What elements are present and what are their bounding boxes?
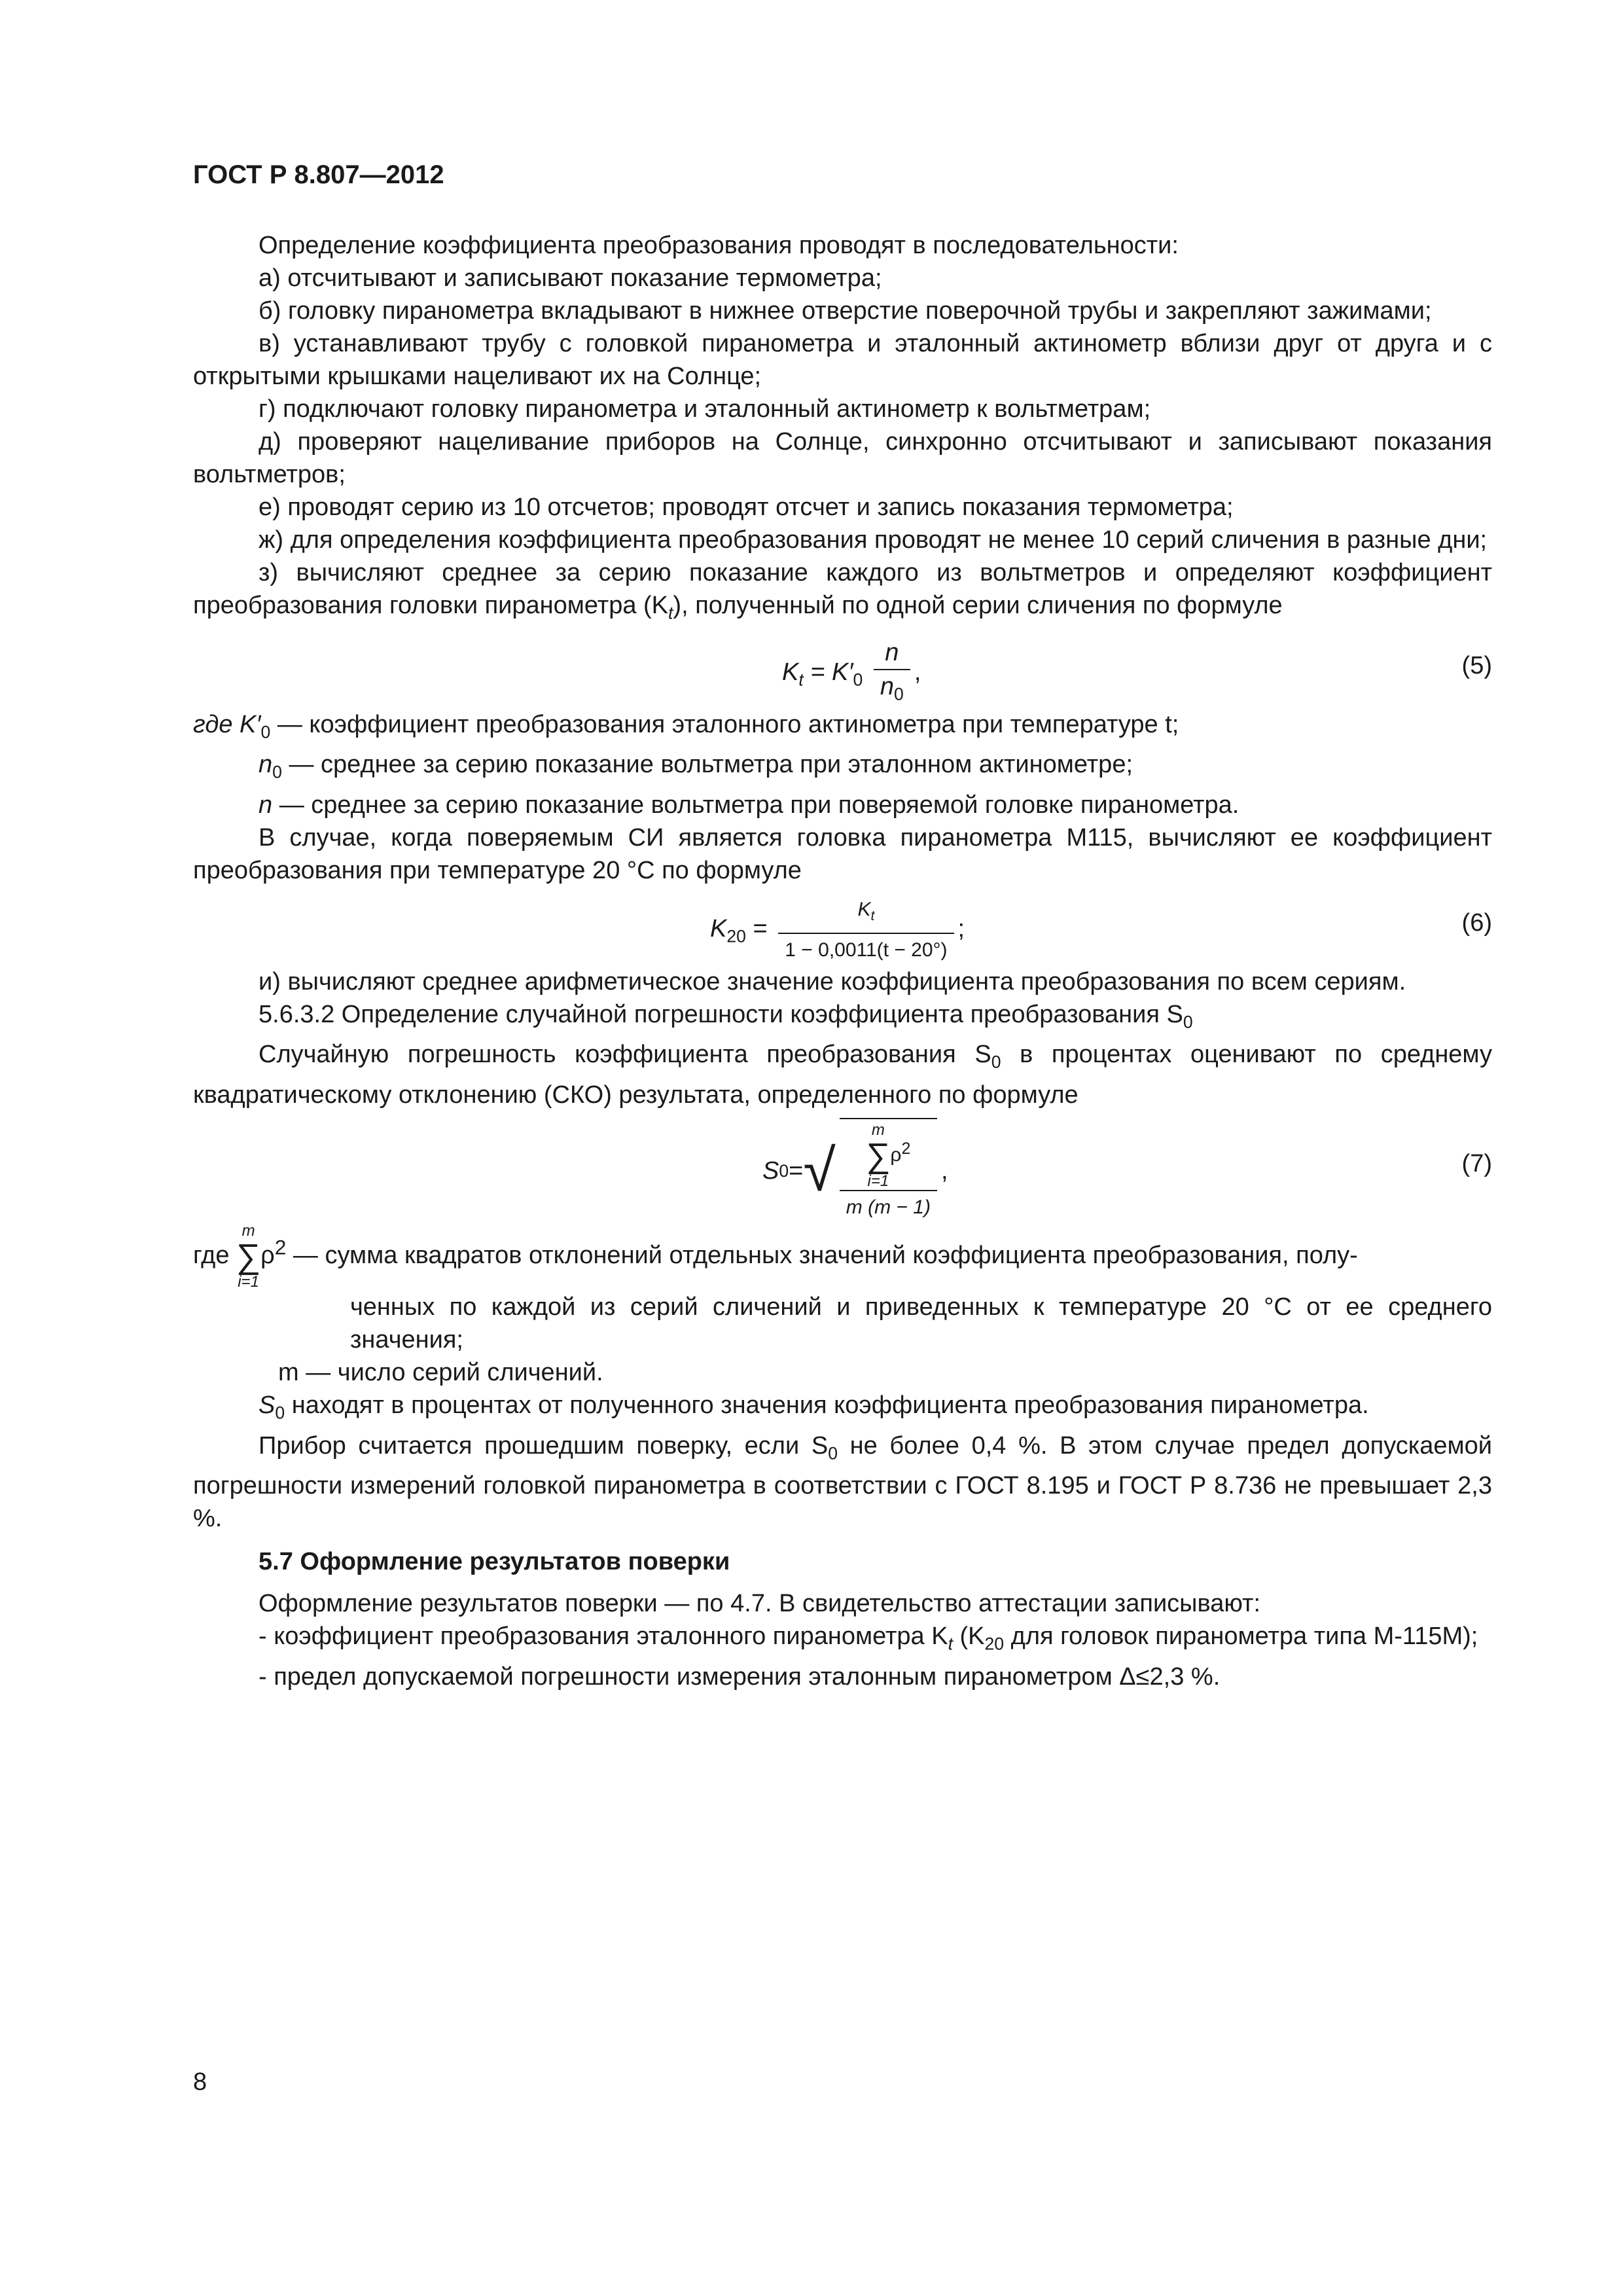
s57-item1-c: для головок пиранометра типа М-115М); xyxy=(1004,1623,1478,1651)
s57-paragraph: Оформление результатов поверки — по 4.7. В свидетельство аттестации записывают: xyxy=(259,1590,1261,1618)
where7-continuation: ченных по каждой из серий сличений и приведенных к температуре 20 °С от ее среднего значения; xyxy=(350,1293,1492,1354)
section-5632-title xyxy=(193,998,1492,1039)
formula-6-numerator-sub: t xyxy=(870,908,875,924)
where5-n0: n xyxy=(259,751,273,779)
where5-k0-sub: 0 xyxy=(260,722,271,742)
step-zh: ж) для определения коэффициента преобразования проводят не менее 10 серий сличения в разные дни; xyxy=(259,526,1488,554)
formula-7-denominator: m (m − 1) xyxy=(846,1196,931,1218)
step-i: и) вычисляют среднее арифметическое значение коэффициента преобразования по всем сериям. xyxy=(259,967,1406,996)
formula-6-lhs-sub: 20 xyxy=(726,926,746,946)
pass-paragraph: Прибор считается прошедшим поверку, если $S_0$ не более 0,4 %. В этом случае предел допускаемой погрешности измерений головкой пиранометра в соответствии с ГОСТ 8.195 и ГОСТ Р 8.736 не превышает 2,3 %. xyxy=(193,1431,1492,1533)
step-z-text-b: ), полученный по одной серии сличения по формуле xyxy=(673,592,1283,619)
formula-7-lhs: S xyxy=(762,1157,779,1185)
step-e: е) проводят серию из 10 отсчетов; проводят отсчет и запись показания термометра; xyxy=(259,493,1234,521)
formula-7-rho: ρ xyxy=(890,1143,902,1166)
section-5632-sub: 0 xyxy=(1183,1012,1193,1032)
section-57-title: 5.7 Оформление результатов поверки xyxy=(259,1548,730,1576)
formula-7-lhs-sub: 0 xyxy=(779,1160,789,1181)
formula-7-eq: = xyxy=(789,1157,804,1185)
where5-line-2 xyxy=(193,748,1492,789)
formula-7-sum xyxy=(866,1122,890,1190)
formula-7-tail: , xyxy=(940,1157,948,1185)
formula-7-number: (7) xyxy=(1461,1149,1492,1177)
s57-item-1: - коэффициент преобразования эталонного пиранометра $K_t$ ($K_{20}$ для головок пиранометра типа М-115М); xyxy=(259,1623,1478,1654)
random-error-text-b: в процентах оценивают по среднему квадратическому отклонению (СКО) результата, определенного по формуле xyxy=(193,1041,1492,1109)
sigma-icon: ∑ xyxy=(866,1136,891,1175)
formula-5-number: (5) xyxy=(1461,651,1492,679)
s0-percent-s: S xyxy=(259,1391,276,1419)
s0-percent-paragraph: $S_0$ находят в процентах от полученного значения коэффициента преобразования пиранометра. xyxy=(259,1391,1369,1423)
where5-line-3 xyxy=(193,789,1492,821)
step-b: б) головку пиранометра вкладывают в нижнее отверстие поверочной трубы и закрепляют зажимами; xyxy=(259,297,1432,325)
formula-6 xyxy=(193,887,1492,965)
s57-item-2: - предел допускаемой погрешности измерения эталонным пиранометром Δ≤2,3 %. xyxy=(259,1662,1221,1691)
formula-6-denominator: 1 − 0,0011(t − 20°) xyxy=(778,933,954,967)
formula-5-lhs-sub: t xyxy=(798,670,804,690)
section-5632-text: 5.6.3.2 Определение случайной погрешности коэффициента преобразования S xyxy=(259,1000,1183,1028)
formula-6-body xyxy=(710,893,965,967)
where7-sum xyxy=(236,1223,260,1291)
where5-text-2: — среднее за серию показание вольтметра при эталонном актинометре; xyxy=(281,751,1133,779)
formula-7-rho-sup: 2 xyxy=(901,1139,911,1158)
step-d: д) проверяют нацеливание приборов на Солнце, синхронно отсчитывают и записывают показания вольтметров; xyxy=(193,428,1492,488)
formula-6-numerator: K xyxy=(857,898,871,920)
step-z-text-a: з) вычисляют среднее за серию показание каждого из вольтметров и определяют коэффициент преобразования головки пиранометра (K xyxy=(193,559,1492,619)
step-z-kt-sub: t xyxy=(668,603,673,623)
where7-sum-bottom: i=1 xyxy=(238,1272,259,1291)
formula-6-eq: = xyxy=(745,914,775,942)
pass-text-a: Прибор считается прошедшим поверку, если S xyxy=(259,1431,829,1460)
formula-7-body xyxy=(762,1118,948,1224)
step-z xyxy=(193,556,1492,630)
formula-5-k0-sub: 0 xyxy=(853,670,863,690)
where5-line-1 xyxy=(193,708,1492,749)
formula-6-tail: ; xyxy=(957,914,965,942)
formula-7 xyxy=(193,1111,1492,1223)
pass-text-b: не более 0,4 %. В этом случае предел допускаемой погрешности измерений головкой пиранометра в соответствии с ГОСТ 8.195 и ГОСТ Р 8.736 не превышает 2,3 %. xyxy=(193,1431,1492,1533)
where7-text: — сумма квадратов отклонений отдельных значений коэффициента преобразования, полу- xyxy=(286,1242,1358,1269)
step-v: в) устанавливают трубу с головкой пиранометра и эталонный актинометр вблизи друг от друга и с открытыми крышками нацеливают их на Солнце; xyxy=(193,330,1492,390)
where7-prefix: где xyxy=(193,1242,230,1269)
where5-text-1: — коэффициент преобразования эталонного актинометра при температуре t; xyxy=(270,710,1179,738)
formula-6-number: (6) xyxy=(1461,908,1492,937)
sigma-icon: ∑ xyxy=(236,1237,261,1276)
formula-5-denominator: n xyxy=(880,672,895,700)
formula-5-body xyxy=(782,636,921,711)
formula-5-k0: = K′ xyxy=(803,658,853,686)
where7-rho: ρ xyxy=(260,1242,275,1269)
formula-5-numerator: n xyxy=(885,638,899,666)
formula-5-lhs: K xyxy=(782,658,799,686)
random-error-paragraph: Случайную погрешность коэффициента преобразования $S_0$ в процентах оценивают по среднему квадратическому отклонению (СКО) результата, определенного по формуле xyxy=(193,1041,1492,1109)
formula-5-denominator-sub: 0 xyxy=(894,684,904,704)
document-header: ГОСТ Р 8.807—2012 xyxy=(193,160,444,189)
s57-item1-b: (K xyxy=(952,1623,985,1651)
where5-k0: где K′ xyxy=(193,710,261,738)
where7-rho-sup: 2 xyxy=(274,1235,287,1259)
formula-7-fraction xyxy=(840,1118,937,1224)
where7-m: m — число серий сличений. xyxy=(278,1358,603,1386)
formula-5-tail: , xyxy=(914,658,921,686)
step-a: а) отсчитывают и записывают показание термометра; xyxy=(259,264,882,292)
document-body xyxy=(193,229,1492,1693)
m115-paragraph: В случае, когда поверяемым СИ является головка пиранометра М115, вычисляют ее коэффициент преобразования при температуре 20 °С по формуле xyxy=(193,823,1492,884)
sqrt-sign: √ xyxy=(803,1138,836,1204)
formula-5-fraction xyxy=(874,636,910,711)
formula-6-lhs: K xyxy=(710,914,727,942)
formula-7-sum-bottom: i=1 xyxy=(867,1172,889,1190)
intro-paragraph: Определение коэффициента преобразования проводят в последовательности: xyxy=(259,232,1179,259)
s57-item1-a: - коэффициент преобразования эталонного пиранометра K xyxy=(259,1623,948,1651)
where5-text-3: — среднее за серию показание вольтметра при поверяемой головке пиранометра. xyxy=(272,791,1240,819)
page-number: 8 xyxy=(193,2068,207,2096)
where7-line xyxy=(193,1223,1492,1291)
formula-7-sum-top: m xyxy=(871,1121,885,1139)
formula-6-fraction xyxy=(778,893,954,967)
formula-5 xyxy=(193,630,1492,708)
where5-n: n xyxy=(259,791,273,819)
step-g: г) подключают головку пиранометра и эталонный актинометр к вольтметрам; xyxy=(259,395,1151,423)
random-error-text-a: Случайную погрешность коэффициента преобразования S xyxy=(259,1041,991,1069)
where7-sum-top: m xyxy=(241,1221,255,1240)
s0-percent-text: находят в процентах от полученного значения коэффициента преобразования пиранометра. xyxy=(285,1391,1369,1419)
where5-n0-sub: 0 xyxy=(272,762,282,782)
